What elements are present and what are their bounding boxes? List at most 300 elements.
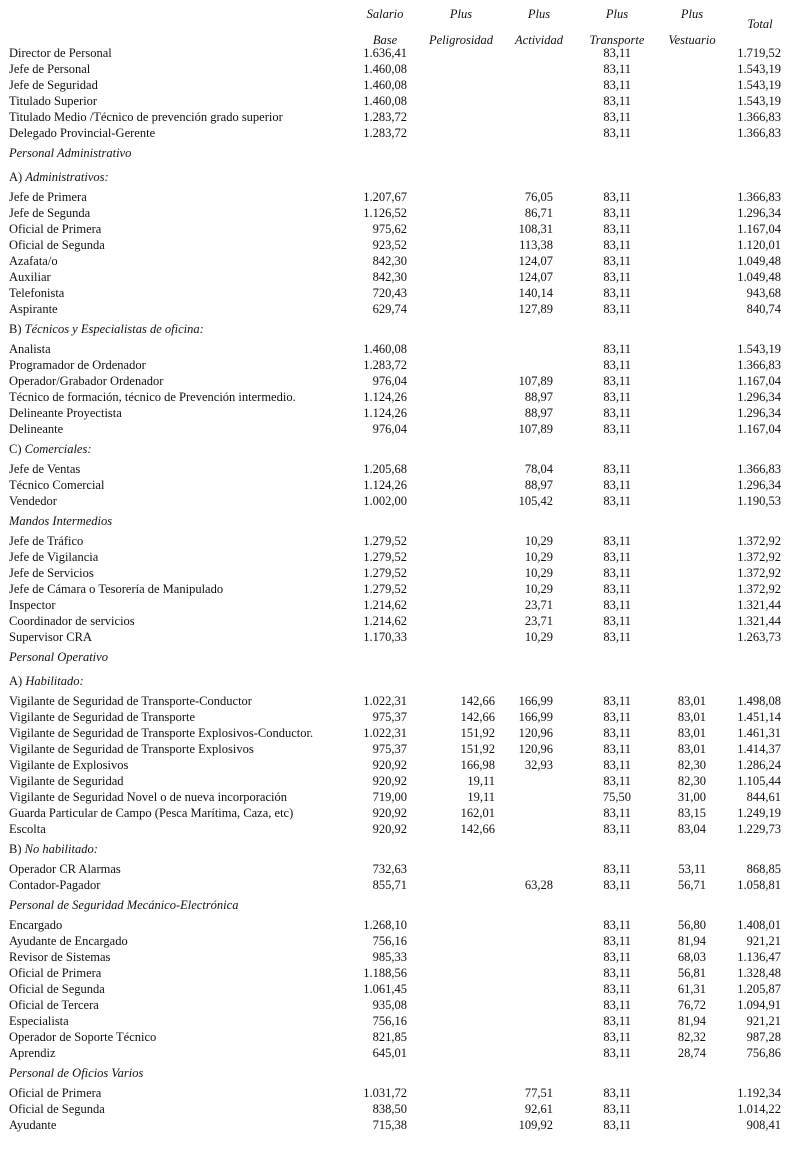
row-label: Delineante Proyectista [9,406,122,420]
cell-total: 1.192,34 [737,1086,781,1100]
cell-salario-base: 1.460,08 [363,94,407,108]
table-row [0,189,797,205]
cell-plus-transporte: 83,11 [603,918,631,932]
cell-plus-transporte: 83,11 [603,598,631,612]
cell-salario-base: 1.636,41 [363,46,407,60]
header-line-1: Plus [527,7,551,21]
cell-salario-base: 1.205,68 [363,462,407,476]
cell-plus-transporte: 83,11 [603,742,631,756]
subsection-heading [0,321,797,337]
section-heading [0,1065,797,1081]
cell-plus-vestuario: 83,04 [677,822,706,836]
cell-plus-peligrosidad: 19,11 [467,790,495,804]
table-row [0,61,797,77]
cell-salario-base: 1.460,08 [363,78,407,92]
cell-salario-base: 920,92 [372,774,407,788]
cell-plus-vestuario: 53,11 [678,862,706,876]
cell-plus-transporte: 83,11 [603,1118,631,1132]
cell-plus-transporte: 83,11 [603,774,631,788]
cell-salario-base: 1.279,52 [363,566,407,580]
cell-total: 1.094,91 [737,998,781,1012]
section-heading [0,513,797,529]
subsection-heading [0,169,797,185]
row-label: Oficial de Primera [9,222,102,236]
cell-salario-base: 1.124,26 [363,390,407,404]
cell-plus-transporte: 83,11 [603,982,631,996]
cell-total: 868,85 [746,862,781,876]
table-row [0,1045,797,1061]
row-label: Oficial de Segunda [9,1102,105,1116]
cell-plus-actividad: 124,07 [518,270,553,284]
cell-plus-peligrosidad: 166,98 [460,758,495,772]
cell-salario-base: 756,16 [372,1014,407,1028]
row-label: Vigilante de Seguridad Novel o de nueva incorporación [9,790,287,804]
cell-plus-actividad: 10,29 [524,582,553,596]
subsection-title [9,673,84,689]
cell-salario-base: 821,85 [372,1030,407,1044]
cell-plus-vestuario: 82,30 [677,774,706,788]
cell-plus-transporte: 83,11 [603,950,631,964]
cell-salario-base: 985,33 [372,950,407,964]
cell-plus-actividad: 32,93 [524,758,553,772]
table-row [0,581,797,597]
cell-total: 1.498,08 [737,694,781,708]
subsection-prefix: B) [9,322,25,336]
cell-plus-transporte: 83,11 [603,1046,631,1060]
cell-salario-base: 1.124,26 [363,478,407,492]
table-row [0,821,797,837]
table-row [0,341,797,357]
row-label: Vigilante de Seguridad [9,774,124,788]
cell-total: 840,74 [746,302,781,316]
cell-salario-base: 920,92 [372,822,407,836]
cell-plus-actividad: 166,99 [518,694,553,708]
table-row [0,917,797,933]
cell-total: 1.321,44 [737,614,781,628]
section-heading [0,897,797,913]
subsection-prefix: A) [9,674,26,688]
cell-total: 1.014,22 [737,1102,781,1116]
section-heading [0,145,797,161]
row-label: Jefe de Primera [9,190,87,204]
cell-salario-base: 1.022,31 [363,694,407,708]
cell-plus-transporte: 83,11 [603,270,631,284]
cell-plus-transporte: 83,11 [603,758,631,772]
row-label: Oficial de Segunda [9,982,105,996]
cell-salario-base: 1.283,72 [363,110,407,124]
cell-plus-transporte: 83,11 [603,710,631,724]
header-line-1: Plus [605,7,629,21]
cell-plus-transporte: 83,11 [603,822,631,836]
cell-total: 1.296,34 [737,406,781,420]
cell-salario-base: 756,16 [372,934,407,948]
cell-plus-transporte: 83,11 [603,374,631,388]
table-row [0,421,797,437]
table-row [0,861,797,877]
cell-salario-base: 976,04 [372,374,407,388]
row-label: Analista [9,342,51,356]
table-row [0,205,797,221]
cell-plus-vestuario: 83,01 [677,726,706,740]
cell-salario-base: 1.268,10 [363,918,407,932]
cell-plus-vestuario: 83,15 [677,806,706,820]
cell-plus-transporte: 83,11 [603,46,631,60]
cell-plus-actividad: 108,31 [518,222,553,236]
cell-plus-transporte: 83,11 [603,614,631,628]
cell-plus-transporte: 83,11 [603,1014,631,1028]
cell-plus-actividad: 10,29 [524,630,553,644]
cell-total: 1.543,19 [737,342,781,356]
row-label: Director de Personal [9,46,112,60]
cell-plus-actividad: 10,29 [524,566,553,580]
row-label: Vigilante de Seguridad de Transporte-Conductor [9,694,252,708]
table-row [0,597,797,613]
cell-total: 1.543,19 [737,62,781,76]
cell-total: 908,41 [746,1118,781,1132]
table-row [0,389,797,405]
subsection-title [9,321,204,337]
cell-total: 1.366,83 [737,190,781,204]
cell-total: 1.205,87 [737,982,781,996]
cell-plus-vestuario: 28,74 [677,1046,706,1060]
cell-plus-transporte: 83,11 [603,222,631,236]
cell-salario-base: 855,71 [372,878,407,892]
table-row [0,373,797,389]
subsection-title [9,841,98,857]
cell-plus-actividad: 166,99 [518,710,553,724]
table-row [0,981,797,997]
cell-plus-vestuario: 83,01 [677,710,706,724]
cell-total: 1.296,34 [737,206,781,220]
cell-plus-actividad: 120,96 [518,726,553,740]
cell-salario-base: 645,01 [372,1046,407,1060]
cell-plus-transporte: 83,11 [603,110,631,124]
cell-total: 844,61 [746,790,781,804]
row-label: Titulado Medio /Técnico de prevención grado superior [9,110,283,124]
cell-plus-transporte: 83,11 [603,462,631,476]
subsection-label: Comerciales: [24,442,92,456]
cell-plus-actividad: 86,71 [524,206,553,220]
header-line-1: Plus [449,7,473,21]
table-row [0,493,797,509]
table-row [0,613,797,629]
table-row [0,997,797,1013]
header-line-2: Total [747,17,773,31]
cell-plus-transporte: 83,11 [603,806,631,820]
cell-total: 1.366,83 [737,126,781,140]
cell-plus-peligrosidad: 151,92 [460,726,495,740]
cell-salario-base: 1.031,72 [363,1086,407,1100]
cell-salario-base: 1.460,08 [363,62,407,76]
cell-total: 1.543,19 [737,78,781,92]
cell-plus-transporte: 83,11 [603,566,631,580]
cell-plus-vestuario: 82,30 [677,758,706,772]
cell-salario-base: 1.283,72 [363,358,407,372]
cell-salario-base: 1.279,52 [363,582,407,596]
cell-salario-base: 732,63 [372,862,407,876]
cell-plus-transporte: 83,11 [603,1030,631,1044]
cell-total: 1.366,83 [737,358,781,372]
cell-salario-base: 1.188,56 [363,966,407,980]
cell-salario-base: 1.061,45 [363,982,407,996]
cell-plus-transporte: 83,11 [603,630,631,644]
subsection-label: Administrativos: [25,170,109,184]
header-plus-actividad [510,6,568,48]
row-label: Oficial de Segunda [9,238,105,252]
row-label: Jefe de Cámara o Tesorería de Manipulado [9,582,224,596]
cell-total: 1.120,01 [737,238,781,252]
subsection-prefix: A) [9,170,26,184]
cell-salario-base: 842,30 [372,270,407,284]
cell-salario-base: 1.283,72 [363,126,407,140]
cell-plus-actividad: 140,14 [518,286,553,300]
row-label: Jefe de Segunda [9,206,91,220]
section-title: Personal de Oficios Varios [9,1066,144,1080]
cell-total: 987,28 [746,1030,781,1044]
header-salario-base [362,6,408,48]
cell-plus-transporte: 83,11 [603,582,631,596]
subsection-heading [0,841,797,857]
row-label: Encargado [9,918,63,932]
table-row [0,285,797,301]
cell-salario-base: 975,62 [372,222,407,236]
row-label: Vigilante de Seguridad de Transporte [9,710,196,724]
cell-salario-base: 720,43 [372,286,407,300]
cell-total: 1.167,04 [737,374,781,388]
cell-total: 1.328,48 [737,966,781,980]
cell-total: 1.372,92 [737,550,781,564]
cell-plus-actividad: 63,28 [524,878,553,892]
cell-plus-vestuario: 31,00 [677,790,706,804]
cell-total: 1.408,01 [737,918,781,932]
cell-plus-vestuario: 76,72 [677,998,706,1012]
cell-salario-base: 975,37 [372,710,407,724]
cell-plus-transporte: 83,11 [603,726,631,740]
cell-salario-base: 920,92 [372,758,407,772]
row-label: Revisor de Sistemas [9,950,111,964]
cell-plus-actividad: 88,97 [524,478,553,492]
row-label: Oficial de Tercera [9,998,99,1012]
table-row [0,877,797,893]
row-label: Vigilante de Explosivos [9,758,129,772]
cell-total: 1.366,83 [737,110,781,124]
row-label: Técnico de formación, técnico de Prevención intermedio. [9,390,296,404]
cell-total: 1.167,04 [737,422,781,436]
cell-plus-transporte: 83,11 [603,494,631,508]
cell-total: 1.049,48 [737,270,781,284]
section-title: Personal de Seguridad Mecánico-Electrónica [9,898,239,912]
cell-plus-transporte: 83,11 [603,966,631,980]
cell-plus-transporte: 83,11 [603,422,631,436]
cell-plus-actividad: 23,71 [524,614,553,628]
cell-plus-peligrosidad: 151,92 [460,742,495,756]
row-label: Oficial de Primera [9,966,102,980]
cell-plus-actividad: 107,89 [518,422,553,436]
row-label: Técnico Comercial [9,478,105,492]
cell-plus-vestuario: 56,81 [677,966,706,980]
row-label: Jefe de Servicios [9,566,94,580]
subsection-prefix: C) [9,442,25,456]
cell-plus-transporte: 83,11 [603,862,631,876]
cell-plus-actividad: 10,29 [524,550,553,564]
cell-plus-transporte: 83,11 [603,286,631,300]
cell-total: 1.105,44 [737,774,781,788]
cell-plus-transporte: 83,11 [603,190,631,204]
row-label: Escolta [9,822,46,836]
row-label: Contador-Pagador [9,878,101,892]
cell-plus-transporte: 83,11 [603,390,631,404]
cell-total: 1.190,53 [737,494,781,508]
cell-plus-vestuario: 81,94 [677,934,706,948]
cell-plus-transporte: 83,11 [603,62,631,76]
row-label: Operador CR Alarmas [9,862,121,876]
cell-plus-transporte: 83,11 [603,998,631,1012]
header-plus-vestuario [662,6,722,48]
subsection-title [9,441,92,457]
cell-plus-vestuario: 83,01 [677,694,706,708]
row-label: Vigilante de Seguridad de Transporte Explosivos [9,742,254,756]
cell-salario-base: 1.002,00 [363,494,407,508]
header-total [738,6,782,32]
row-label: Delegado Provincial-Gerente [9,126,156,140]
cell-total: 1.372,92 [737,534,781,548]
row-label: Jefe de Vigilancia [9,550,99,564]
cell-salario-base: 1.214,62 [363,614,407,628]
cell-total: 1.461,31 [737,726,781,740]
header-plus-peligrosidad [422,6,500,48]
row-label: Delineante [9,422,64,436]
cell-plus-transporte: 83,11 [603,254,631,268]
row-label: Jefe de Tráfico [9,534,84,548]
row-label: Jefe de Seguridad [9,78,98,92]
table-row [0,757,797,773]
table-row [0,709,797,725]
header-line-2: Vestuario [668,33,716,47]
cell-plus-transporte: 83,11 [603,694,631,708]
cell-plus-actividad: 120,96 [518,742,553,756]
row-label: Titulado Superior [9,94,98,108]
cell-total: 1.263,73 [737,630,781,644]
cell-plus-transporte: 83,11 [603,406,631,420]
cell-plus-vestuario: 83,01 [677,742,706,756]
cell-salario-base: 715,38 [372,1118,407,1132]
cell-total: 1.451,14 [737,710,781,724]
cell-plus-transporte: 83,11 [603,302,631,316]
subsection-label: No habilitado: [24,842,98,856]
cell-total: 921,21 [746,934,781,948]
cell-salario-base: 920,92 [372,806,407,820]
table-row [0,1101,797,1117]
cell-plus-peligrosidad: 142,66 [460,822,495,836]
cell-total: 1.296,34 [737,478,781,492]
table-row [0,77,797,93]
cell-total: 1.136,47 [737,950,781,964]
row-label: Aprendiz [9,1046,56,1060]
cell-salario-base: 976,04 [372,422,407,436]
row-label: Jefe de Personal [9,62,91,76]
header-line-2: Transporte [589,33,645,47]
cell-total: 1.229,73 [737,822,781,836]
cell-salario-base: 935,08 [372,998,407,1012]
cell-total: 943,68 [746,286,781,300]
row-label: Azafata/o [9,254,58,268]
cell-plus-peligrosidad: 19,11 [467,774,495,788]
cell-plus-actividad: 88,97 [524,390,553,404]
cell-plus-transporte: 83,11 [603,934,631,948]
section-heading [0,649,797,665]
cell-salario-base: 1.279,52 [363,534,407,548]
cell-salario-base: 1.126,52 [363,206,407,220]
table-row [0,933,797,949]
table-row [0,965,797,981]
table-row [0,629,797,645]
table-row [0,741,797,757]
cell-plus-transporte: 83,11 [603,78,631,92]
cell-plus-vestuario: 61,31 [677,982,706,996]
table-row [0,693,797,709]
cell-salario-base: 1.170,33 [363,630,407,644]
row-label: Programador de Ordenador [9,358,146,372]
cell-total: 1.543,19 [737,94,781,108]
table-row [0,93,797,109]
table-row [0,301,797,317]
cell-plus-transporte: 83,11 [603,534,631,548]
section-title: Mandos Intermedios [9,514,113,528]
table-row [0,1013,797,1029]
row-label: Coordinador de servicios [9,614,135,628]
table-row [0,949,797,965]
table-row [0,1117,797,1133]
cell-total: 756,86 [746,1046,781,1060]
subsection-heading [0,441,797,457]
cell-total: 1.286,24 [737,758,781,772]
table-row [0,533,797,549]
row-label: Operador de Soporte Técnico [9,1030,157,1044]
table-row [0,269,797,285]
table-row [0,405,797,421]
cell-salario-base: 923,52 [372,238,407,252]
cell-plus-actividad: 88,97 [524,406,553,420]
table-row [0,109,797,125]
row-label: Vendedor [9,494,57,508]
cell-plus-vestuario: 81,94 [677,1014,706,1028]
cell-salario-base: 1.124,26 [363,406,407,420]
header-line-2: Peligrosidad [428,33,494,47]
row-label: Especialista [9,1014,69,1028]
cell-plus-vestuario: 56,80 [677,918,706,932]
cell-total: 1.049,48 [737,254,781,268]
cell-total: 1.372,92 [737,582,781,596]
cell-salario-base: 1.279,52 [363,550,407,564]
cell-salario-base: 1.022,31 [363,726,407,740]
row-label: Supervisor CRA [9,630,92,644]
row-label: Aspirante [9,302,58,316]
header-plus-transporte [584,6,650,48]
cell-salario-base: 1.460,08 [363,342,407,356]
cell-salario-base: 838,50 [372,1102,407,1116]
cell-plus-transporte: 83,11 [603,342,631,356]
cell-plus-transporte: 83,11 [603,206,631,220]
table-row [0,1029,797,1045]
row-label: Jefe de Ventas [9,462,81,476]
header-line-2: Base [372,33,398,47]
subsection-prefix: B) [9,842,25,856]
cell-salario-base: 842,30 [372,254,407,268]
cell-plus-peligrosidad: 162,01 [460,806,495,820]
cell-total: 1.372,92 [737,566,781,580]
row-label: Vigilante de Seguridad de Transporte Explosivos-Conductor. [9,726,314,740]
cell-plus-transporte: 83,11 [603,478,631,492]
